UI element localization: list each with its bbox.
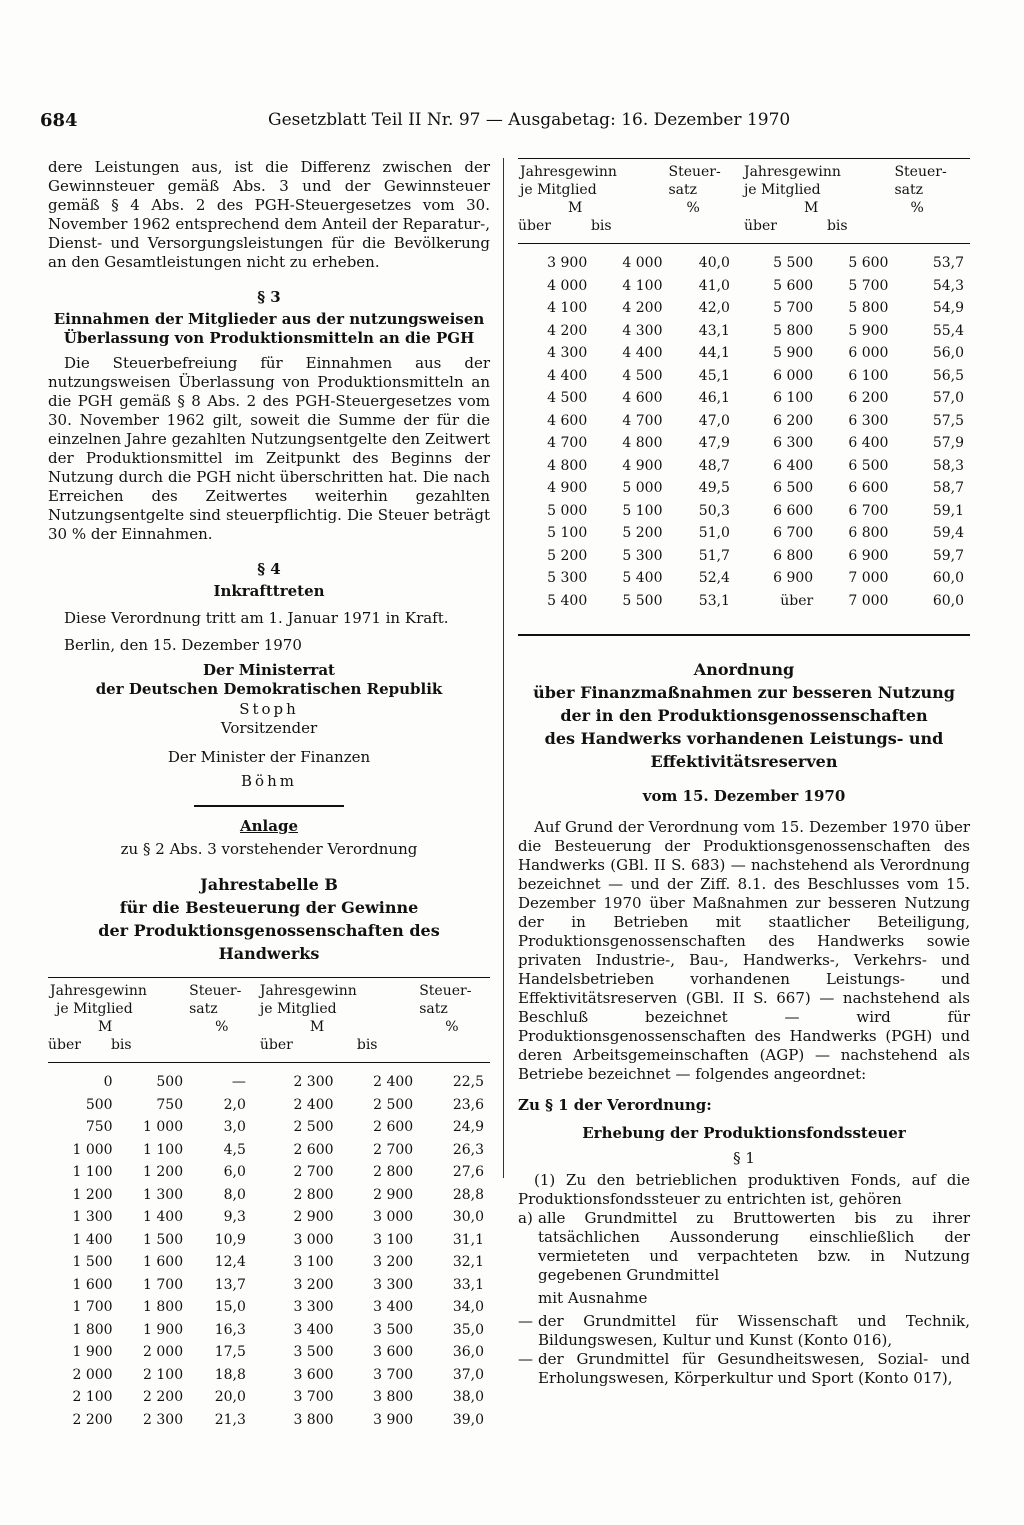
section-4-sign: § 4	[257, 560, 281, 578]
table-cell: 2 400	[373, 1074, 414, 1090]
table-cell: 4 400	[547, 367, 588, 384]
table-cell: 59,4	[932, 525, 964, 541]
table-cell: 6 500	[848, 457, 889, 474]
table-cell: 5 500	[622, 592, 663, 609]
table-cell: 4 700	[547, 435, 588, 451]
table-cell: 5 100	[547, 525, 588, 541]
signatory-org-2: der Deutschen Demokratischen Republik	[95, 680, 443, 698]
table-cell: 6 800	[773, 547, 814, 564]
section-divider	[518, 634, 970, 636]
table-cell: 3 300	[293, 1299, 334, 1315]
table-row	[48, 1229, 490, 1252]
table-row	[48, 1063, 490, 1094]
table-row	[518, 545, 970, 568]
table-cell: 12,4	[214, 1254, 246, 1270]
table-row	[48, 1274, 490, 1297]
order-subtitle-4: Effektivitätsreserven	[650, 752, 838, 771]
table-cell: 2 500	[373, 1096, 414, 1113]
dash-body-2: der Grundmittel für Gesundheitswesen, Sozial- und Erholungswesen, Körperkultur und Sport (Konto 017),	[538, 1350, 970, 1387]
table-cell: 58,3	[932, 457, 964, 474]
table-cell: 2 200	[72, 1411, 113, 1428]
dash-body-1: der Grundmittel für Wissenschaft und Technik, Bildungswesen, Kultur und Kunst (Konto 016),	[538, 1312, 970, 1349]
table-row	[518, 590, 970, 613]
table-cell: 2 000	[72, 1366, 113, 1383]
table-cell: 3 200	[293, 1276, 334, 1293]
table-cell: 39,0	[452, 1411, 484, 1428]
table-cell: 1 400	[143, 1209, 184, 1225]
table-row	[48, 1409, 490, 1432]
table-cell: 6 900	[773, 570, 814, 586]
table-cell: 5 800	[848, 300, 889, 316]
table-cell: 43,1	[698, 322, 730, 339]
table-subtitle-1: für die Besteuerung der Gewinne	[119, 898, 419, 917]
table-cell: 4 600	[622, 390, 663, 406]
table-row	[48, 1296, 490, 1319]
table-cell: 6 900	[848, 547, 889, 564]
table-row	[518, 455, 970, 478]
column-divider	[503, 158, 504, 1178]
table-cell: 21,3	[214, 1411, 246, 1428]
annex-title: Anlage	[240, 817, 298, 835]
table-cell: 54,3	[932, 277, 964, 294]
exception-label: mit Ausnahme	[538, 1289, 648, 1307]
sub-heading: Erhebung der Produktionsfondssteuer	[582, 1124, 906, 1142]
table-cell: 6 000	[773, 367, 814, 384]
table-cell: 13,7	[214, 1276, 246, 1293]
income-header-3: Jahresgewinn je Mitglied M über bis	[518, 164, 617, 234]
table-cell: 17,5	[214, 1344, 246, 1360]
section-1-sign: § 1	[733, 1149, 755, 1167]
table-cell: 750	[85, 1119, 113, 1135]
table-cell: 3 200	[373, 1254, 414, 1270]
table-cell: 41,0	[698, 277, 730, 294]
table-cell: 18,8	[214, 1366, 246, 1383]
table-cell: 32,1	[452, 1254, 484, 1270]
section-3-text: Die Steuerbefreiung für Einnahmen aus der nutzungsweisen Überlassung von Produktionsmitteln an die PGH gemäß § 8 Abs. 2 des PGH-Steuergesetzes vom 30. November 1962 gilt, soweit die Summe der für die einzelnen Jahre gezahlten Nutzungsentgelte den Zeitwert der Produktionsmittel im Zeitpunkt des Beginns der Nutzung durch die PGH nicht überschritten hat. Die nach Erreichen des Zeitwertes weiterhin gezahlten Nutzungsentgelte sind steuerpflichtig. Die Steuer beträgt 30 % der Einnahmen.	[48, 354, 490, 543]
table-cell: 2 300	[293, 1074, 334, 1090]
table-cell: 1 000	[72, 1141, 113, 1158]
table-cell: 5 200	[622, 525, 663, 541]
order-subtitle-2: der in den Produktionsgenossenschaften	[560, 706, 928, 725]
table-cell: 44,1	[698, 345, 730, 361]
section-4-text: Diese Verordnung tritt am 1. Januar 1971 in Kraft.	[64, 609, 449, 627]
table-cell: 53,7	[932, 255, 964, 271]
table-cell: 1 700	[143, 1276, 184, 1293]
table-cell: 5 400	[547, 592, 588, 609]
table-cell: 8,0	[223, 1186, 246, 1203]
table-cell: 57,9	[932, 435, 964, 451]
table-cell: 4 200	[547, 322, 588, 339]
table-cell: 5 900	[773, 345, 814, 361]
table-cell: 3 700	[293, 1389, 334, 1405]
table-cell: 3 000	[373, 1209, 414, 1225]
list-body-a: alle Grundmittel zu Bruttowerten bis zu ihrer tatsächlichen Aussonderung einschließlich der vermieteten und verpachteten bzw. in Nutzung gegebenen Grundmittel	[538, 1209, 970, 1284]
order-subtitle-1: über Finanzmaßnahmen zur besseren Nutzung	[533, 683, 955, 702]
table-cell: 5 300	[622, 547, 663, 564]
table-cell: 37,0	[452, 1366, 484, 1383]
table-cell: 10,9	[214, 1231, 246, 1248]
table-cell: 2 700	[373, 1141, 414, 1158]
table-cell: 28,8	[452, 1186, 484, 1203]
table-cell: 6 200	[773, 412, 814, 429]
table-cell: 6 300	[773, 435, 814, 451]
table-cell: 1 500	[143, 1231, 184, 1248]
table-row	[518, 410, 970, 433]
table-cell: 5 100	[622, 502, 663, 519]
table-cell: 1 900	[143, 1321, 184, 1338]
rate-header-4: Steuer- satz %	[894, 164, 947, 216]
table-cell: 750	[156, 1096, 184, 1113]
table-cell: 5 700	[848, 277, 889, 294]
table-cell: 4,5	[223, 1141, 246, 1158]
page-header	[40, 110, 980, 134]
order-title: Anordnung	[693, 660, 795, 679]
table-cell: 52,4	[698, 570, 730, 586]
table-cell: 3 800	[373, 1389, 414, 1405]
annex-reference: zu § 2 Abs. 3 vorstehender Verordnung	[120, 840, 418, 858]
table-cell: 50,3	[698, 502, 730, 519]
table-cell: 51,0	[698, 525, 730, 541]
table-cell: 3 800	[293, 1411, 334, 1428]
table-cell: 3 100	[293, 1254, 334, 1270]
table-row	[518, 432, 970, 455]
table-cell: 3 300	[373, 1276, 414, 1293]
table-cell: 6 500	[773, 480, 814, 496]
table-cell: 1 200	[143, 1164, 184, 1180]
table-cell: 42,0	[698, 300, 730, 316]
table-cell: 5 000	[547, 502, 588, 519]
section-3-sign: § 3	[257, 288, 281, 306]
rate-header-2: Steuer- satz %	[419, 983, 472, 1035]
table-cell: 4 500	[622, 367, 663, 384]
table-cell: 2 000	[143, 1344, 184, 1360]
table-row	[518, 522, 970, 545]
table-cell: 1 700	[72, 1299, 113, 1315]
table-cell: 2 400	[293, 1096, 334, 1113]
income-header-2: Jahresgewinn je Mitglied M über bis	[259, 983, 378, 1053]
order-intro: Auf Grund der Verordnung vom 15. Dezember 1970 über die Besteuerung der Produktionsgenossenschaften des Handwerks (GBl. II S. 683) — nachstehend als Verordnung bezeichnet — und der Ziff. 8.1. des Beschlusses vom 15. Dezember 1970 über Maßnahmen zur besseren Nutzung der in Betrieben mit staatlicher Beteiligung, Produktionsgenossenschaften des Handwerks sowie privaten Industrie-, Bau-, Handwerks-, Verkehrs- und Handelsbetrieben vorhandenen Leistungs- und Effektivitätsreserven (GBl. II S. 667) — nachstehend als Beschluß bezeichnet — wird für Produktionsgenossenschaften des Handwerks (PGH) und deren Arbeitsgemeinschaften (AGP) — nachstehend als Betriebe bezeichnet — folgendes angeordnet:	[518, 818, 970, 1083]
table-cell: 3 400	[373, 1299, 414, 1315]
table-cell: 500	[85, 1096, 113, 1113]
table-cell: 6 100	[848, 367, 889, 384]
dash-item-1	[518, 1312, 970, 1350]
table-cell: 6 400	[848, 435, 889, 451]
signatory-org: Der Ministerrat	[203, 661, 335, 679]
table-row	[518, 297, 970, 320]
table-cell: 6 700	[773, 525, 814, 541]
table-cell: 4 300	[622, 322, 663, 339]
table-cell: 3 600	[373, 1344, 414, 1360]
table-cell: 1 000	[143, 1119, 184, 1135]
table-cell: 53,1	[698, 592, 730, 609]
table-cell: 4 800	[622, 435, 663, 451]
table-cell: 45,1	[698, 367, 730, 384]
table-row	[518, 244, 970, 275]
table-cell: 3 000	[293, 1231, 334, 1248]
table-cell: 1 500	[72, 1254, 113, 1270]
list-item-a	[518, 1209, 970, 1285]
income-header-4: Jahresgewinn je Mitglied M über bis	[743, 164, 848, 234]
table-cell: 5 000	[622, 480, 663, 496]
table-cell: 5 200	[547, 547, 588, 564]
table-row	[518, 477, 970, 500]
table-cell: 38,0	[452, 1389, 484, 1405]
signatory-name-2: Böhm	[241, 772, 297, 790]
table-cell: 24,9	[452, 1119, 484, 1135]
table-cell: 16,3	[214, 1321, 246, 1338]
table-cell: 7 000	[848, 570, 889, 586]
table-cell: 2 300	[143, 1411, 184, 1428]
table-cell: 3 600	[293, 1366, 334, 1383]
table-row	[48, 1161, 490, 1184]
table-row	[48, 1251, 490, 1274]
table-cell: 4 000	[547, 277, 588, 294]
table-cell: 1 800	[72, 1321, 113, 1338]
table-cell: 4 100	[622, 277, 663, 294]
table-cell: über	[780, 592, 814, 609]
table-cell: 23,6	[452, 1096, 484, 1113]
table-cell: 36,0	[452, 1344, 484, 1360]
table-cell: 60,0	[932, 592, 964, 609]
table-cell: 35,0	[452, 1321, 484, 1338]
table-cell: 7 000	[848, 592, 889, 609]
table-cell: 6 300	[848, 412, 889, 429]
table-cell: 51,7	[698, 547, 730, 564]
table-cell: 1 900	[72, 1344, 113, 1360]
table-cell: 56,0	[932, 345, 964, 361]
table-cell: 3 500	[293, 1344, 334, 1360]
table-cell: 6 400	[773, 457, 814, 474]
table-row	[48, 1094, 490, 1117]
table-cell: 6 600	[848, 480, 889, 496]
table-cell: 47,9	[698, 435, 730, 451]
table-cell: 60,0	[932, 570, 964, 586]
table-cell: 5 900	[848, 322, 889, 339]
table-cell: 1 400	[72, 1231, 113, 1248]
table-cell: 3 500	[373, 1321, 414, 1338]
table-cell: 4 500	[547, 390, 588, 406]
table-cell: 1 300	[72, 1209, 113, 1225]
place-date: Berlin, den 15. Dezember 1970	[64, 636, 302, 654]
table-row	[518, 387, 970, 410]
signature-divider	[194, 805, 344, 807]
table-cell: 49,5	[698, 480, 730, 496]
table-title: Jahrestabelle B	[200, 875, 338, 894]
table-cell: 3 100	[373, 1231, 414, 1248]
table-cell: 1 800	[143, 1299, 184, 1315]
reference-heading: Zu § 1 der Verordnung:	[518, 1096, 712, 1114]
table-row	[518, 567, 970, 590]
tax-table-right	[518, 158, 970, 612]
table-row	[518, 320, 970, 343]
section-1-text: (1) Zu den betrieblichen produktiven Fonds, auf die Produktionsfondssteuer zu entrichten ist, gehören	[518, 1171, 970, 1208]
table-cell: 55,4	[932, 322, 964, 339]
table-cell: 2 600	[373, 1119, 414, 1135]
table-cell: 1 600	[143, 1254, 184, 1270]
table-cell: 40,0	[698, 255, 730, 271]
table-row	[48, 1116, 490, 1139]
table-cell: 3,0	[223, 1119, 246, 1135]
table-cell: 2,0	[223, 1096, 246, 1113]
table-row	[48, 1364, 490, 1387]
table-cell: 5 600	[848, 255, 889, 271]
order-subtitle-3: des Handwerks vorhandenen Leistungs- und	[544, 729, 944, 748]
table-cell: 57,5	[932, 412, 964, 429]
section-3-title: Einnahmen der Mitglieder aus der nutzungsweisen Überlassung von Produktionsmitteln an die PGH	[53, 310, 485, 347]
table-row	[48, 1341, 490, 1364]
table-cell: 31,1	[452, 1231, 484, 1248]
list-marker-a: a)	[518, 1209, 533, 1227]
dash-item-2	[518, 1350, 970, 1388]
intro-paragraph: dere Leistungen aus, ist die Differenz zwischen der Gewinnsteuer gemäß Abs. 3 und der Gewinnsteuer gemäß § 4 Abs. 2 des PGH-Steuergesetzes vom 30. November 1962 entsprechend dem Anteil der Reparatur-, Dienst- und Versorgungsleistungen für die Bevölkerung an den Gesamtleistungen nicht zu erheben.	[48, 158, 490, 271]
table-row	[48, 1386, 490, 1409]
table-cell: 5 500	[773, 255, 814, 271]
table-cell: 6 200	[848, 390, 889, 406]
table-cell: 6 800	[848, 525, 889, 541]
table-cell: 500	[156, 1074, 184, 1090]
table-cell: 1 600	[72, 1276, 113, 1293]
table-cell: 4 200	[622, 300, 663, 316]
table-cell: 15,0	[214, 1299, 246, 1315]
table-cell: 9,3	[223, 1209, 246, 1225]
table-cell: 47,0	[698, 412, 730, 429]
table-row	[518, 500, 970, 523]
table-cell: 54,9	[932, 300, 964, 316]
table-cell: 4 100	[547, 300, 588, 316]
table-cell: 3 900	[547, 255, 588, 271]
table-cell: 22,5	[452, 1074, 484, 1090]
table-cell: 26,3	[452, 1141, 484, 1158]
table-cell: 5 600	[773, 277, 814, 294]
table-cell: 2 900	[293, 1209, 334, 1225]
signatory-role-1: Vorsitzender	[220, 719, 318, 737]
dash-marker-2: —	[518, 1350, 533, 1368]
right-column	[518, 158, 970, 1388]
table-row	[518, 365, 970, 388]
table-cell: 59,7	[932, 547, 964, 564]
table-cell: 2 800	[373, 1164, 414, 1180]
table-cell: 5 700	[773, 300, 814, 316]
table-cell: 6 700	[848, 502, 889, 519]
table-cell: 2 100	[72, 1389, 113, 1405]
table-cell: 5 400	[622, 570, 663, 586]
table-cell: 2 900	[373, 1186, 414, 1203]
table-cell: 4 700	[622, 412, 663, 429]
table-cell: 6 100	[773, 390, 814, 406]
table-cell: 6,0	[223, 1164, 246, 1180]
table-row	[518, 275, 970, 298]
signatory-name-1: Stoph	[239, 700, 299, 718]
table-cell: 3 900	[373, 1411, 414, 1428]
table-cell: 5 800	[773, 322, 814, 339]
table-cell: 4 800	[547, 457, 588, 474]
dash-marker-1: —	[518, 1312, 533, 1330]
table-cell: 4 900	[622, 457, 663, 474]
table-cell: 48,7	[698, 457, 730, 474]
table-cell: 33,1	[452, 1276, 484, 1293]
table-cell: 1 300	[143, 1186, 184, 1203]
table-cell: 4 300	[547, 345, 588, 361]
table-cell: 2 200	[143, 1389, 184, 1405]
left-column	[48, 158, 490, 1431]
table-row	[48, 1184, 490, 1207]
page-number: 684	[40, 110, 78, 131]
table-cell: 6 600	[773, 502, 814, 519]
table-cell: 27,6	[452, 1164, 484, 1180]
table-cell: 1 100	[72, 1164, 113, 1180]
table-cell: 2 700	[293, 1164, 334, 1180]
table-cell: 57,0	[932, 390, 964, 406]
table-cell: 2 100	[143, 1366, 184, 1383]
signatory-role-2: Der Minister der Finanzen	[167, 748, 371, 766]
table-cell: 30,0	[452, 1209, 484, 1225]
table-cell: 2 500	[293, 1119, 334, 1135]
table-cell: 2 800	[293, 1186, 334, 1203]
order-date: vom 15. Dezember 1970	[642, 787, 846, 805]
page-title: Gesetzblatt Teil II Nr. 97 — Ausgabetag: 16. Dezember 1970	[268, 110, 791, 130]
table-cell: 59,1	[932, 502, 964, 519]
table-cell: 58,7	[932, 480, 964, 496]
table-cell: 20,0	[214, 1389, 246, 1405]
table-row	[518, 342, 970, 365]
table-cell: 1 100	[143, 1141, 184, 1158]
table-cell: 4 900	[547, 480, 588, 496]
table-cell: 5 300	[547, 570, 588, 586]
table-cell: 56,5	[932, 367, 964, 384]
table-cell: 0	[103, 1074, 113, 1090]
table-row	[48, 1139, 490, 1162]
table-cell: 34,0	[452, 1299, 484, 1315]
table-row	[48, 1319, 490, 1342]
table-cell: 4 400	[622, 345, 663, 361]
table-cell: 1 200	[72, 1186, 113, 1203]
rate-header-3: Steuer- satz %	[668, 164, 721, 216]
table-cell: 2 600	[293, 1141, 334, 1158]
table-subtitle-2: der Produktionsgenossenschaften des Handwerks	[98, 921, 440, 963]
section-4-title: Inkrafttreten	[213, 582, 325, 600]
tax-table-left	[48, 977, 490, 1431]
table-cell: 4 000	[622, 255, 663, 271]
table-cell: 3 400	[293, 1321, 334, 1338]
table-cell: 3 700	[373, 1366, 414, 1383]
table-cell: —	[231, 1074, 246, 1090]
table-cell: 6 000	[848, 345, 889, 361]
table-cell: 46,1	[698, 390, 730, 406]
income-header: Jahresgewinn je Mitglied M über bis	[48, 983, 147, 1053]
table-row	[48, 1206, 490, 1229]
table-cell: 4 600	[547, 412, 588, 429]
rate-header: Steuer- satz %	[189, 983, 242, 1035]
